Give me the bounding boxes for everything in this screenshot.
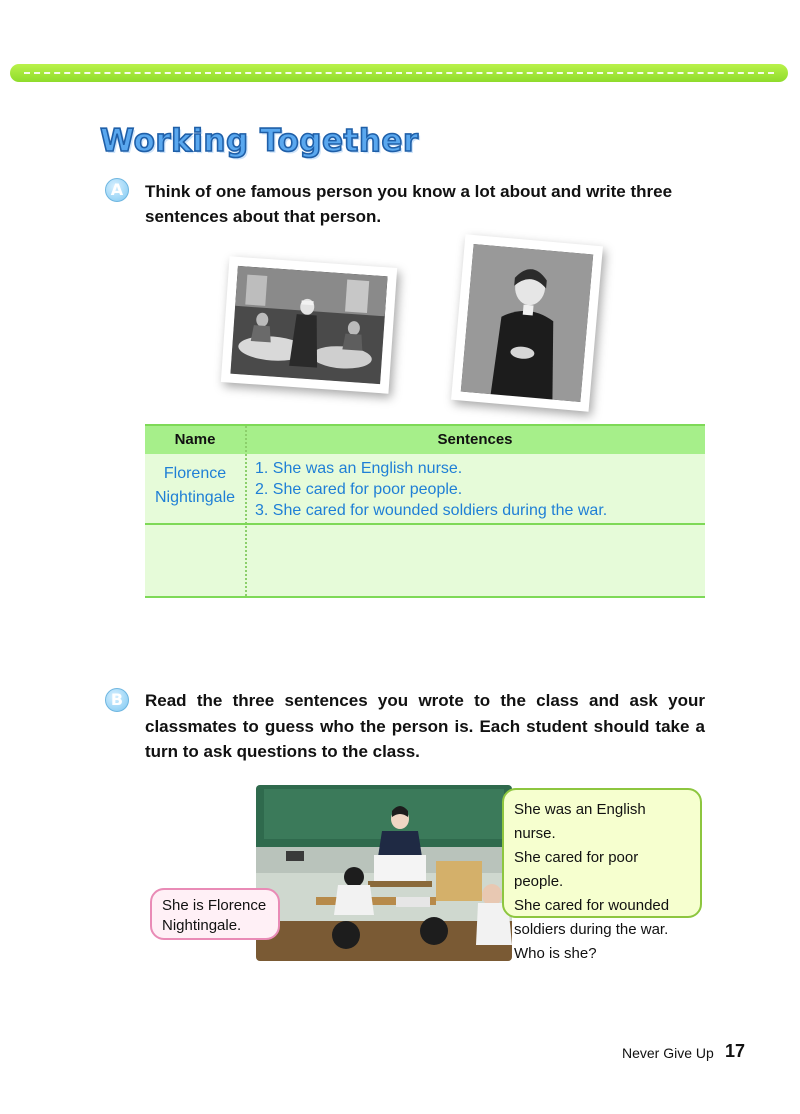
classroom-photo [256,785,512,961]
classroom-image [256,785,512,961]
student-speech-bubble [150,888,280,940]
header-name: Name [174,431,216,448]
table-header [145,426,705,454]
instruction-b: Read the three sentences you wrote to the class and ask your classmates to guess who the person is. Each student should take a turn to ask questions to the class. [145,691,705,761]
bubble-line-1: She was an English nurse. [514,801,646,842]
teacher-speech-bubble [502,788,702,962]
student-line-1: She is Florence [162,897,267,914]
page-number: 17 [725,1041,746,1061]
row1-name: Florence Nightingale [154,465,236,506]
sentence-1: 1. She was an English nurse. [255,460,463,477]
portrait-image [461,244,593,402]
sentences-table [145,424,705,598]
sentence-2: 2. She cared for poor people. [255,481,463,498]
photo-portrait [451,234,603,411]
instruction-a: Think of one famous person you know a lot about and write three sentences about that person. [145,182,673,226]
section-title: Working Together [100,123,419,159]
row2-name-empty[interactable] [145,525,245,594]
bubble-line-4: soldiers during the war. [514,921,669,938]
row1-sentences [255,458,700,521]
bubble-line-3: She cared for wounded [514,897,670,914]
header-sentences: Sentences [437,431,513,448]
top-decorative-stripe [10,64,788,82]
badge-b: B [105,688,129,712]
nurse-ward-image [230,266,387,384]
bubble-line-5: Who is she? [514,945,597,962]
student-line-2: Nightingale. [162,917,242,934]
sentence-3: 3. She cared for wounded soldiers during the war. [255,502,608,519]
badge-a: A [105,178,129,202]
footer-unit-title: Never Give Up [622,1045,714,1061]
row2-sentences-empty[interactable] [247,525,703,594]
photo-nurse-ward [221,256,397,393]
bubble-line-2: She cared for poor people. [514,849,639,890]
